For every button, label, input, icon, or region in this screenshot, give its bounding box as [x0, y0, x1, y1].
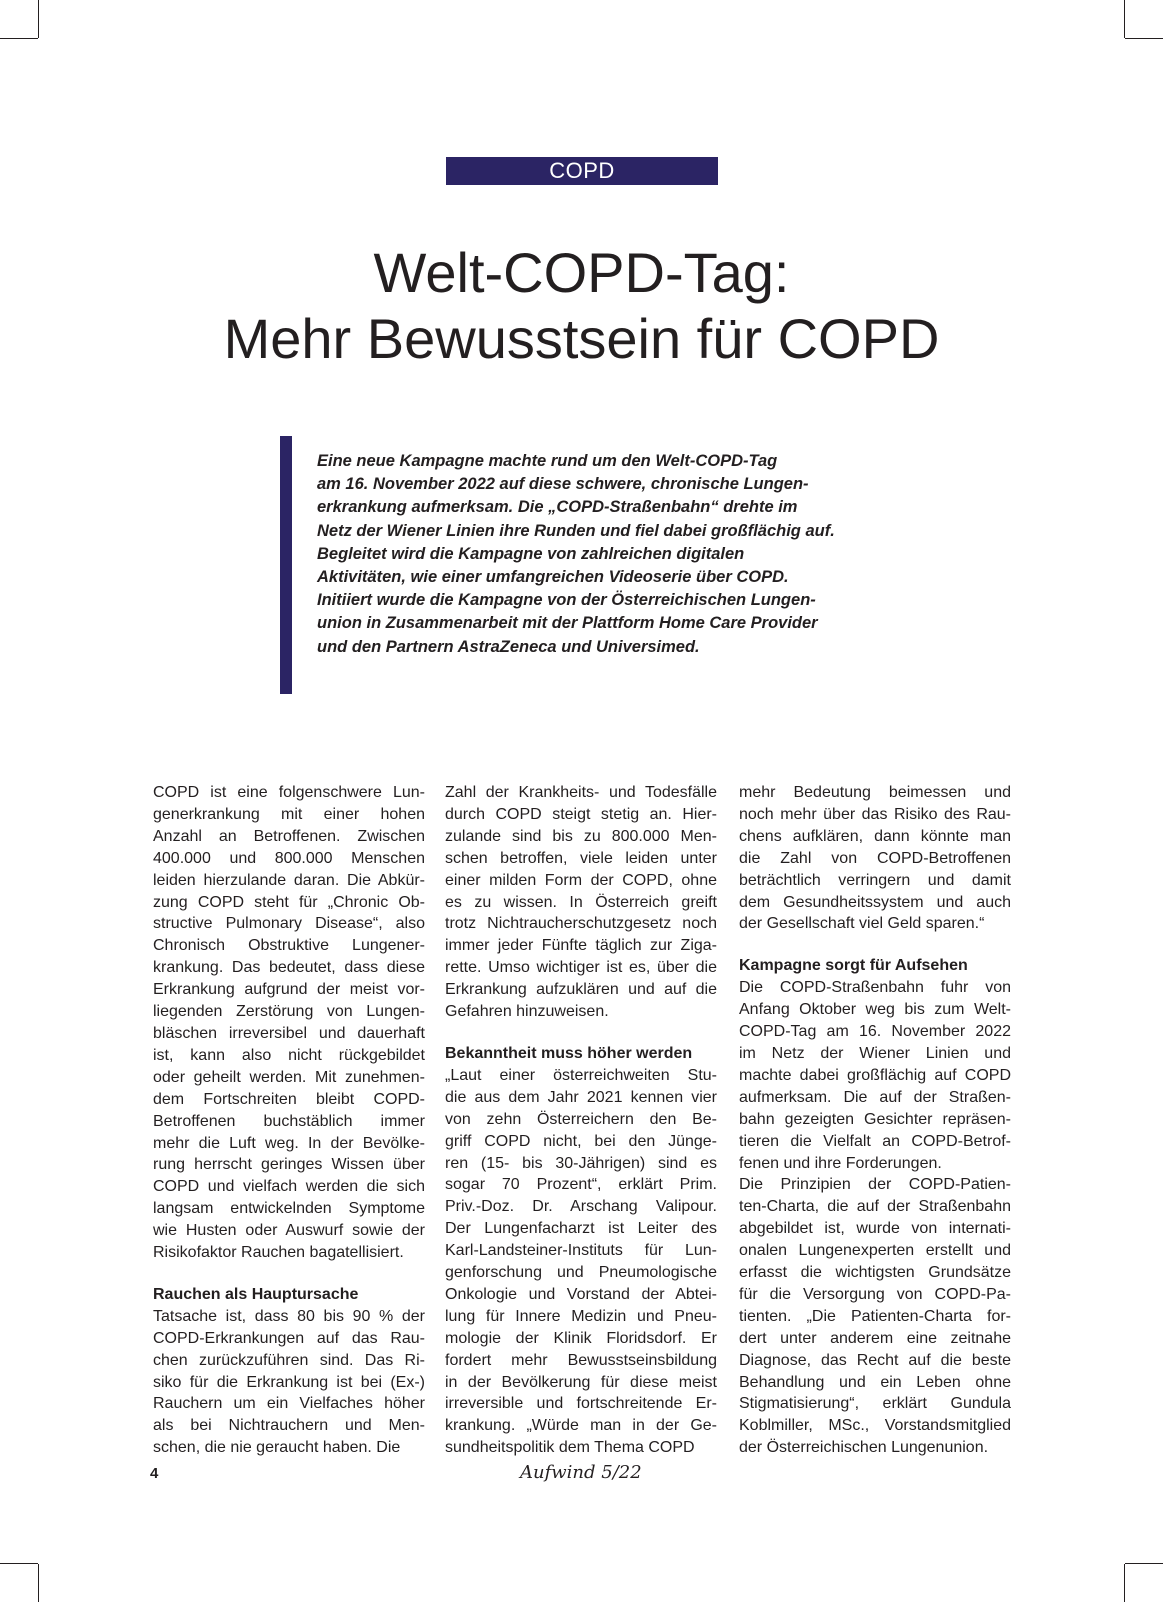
text-line: Gefahren hinzuweisen.	[445, 1003, 609, 1021]
text-line: genforschung und Pneumologische	[445, 1264, 717, 1282]
text-line: sundheitspolitik dem Thema COPD	[445, 1439, 695, 1457]
lead-paragraph	[317, 450, 877, 659]
text-line: Betroffenen buchstäblich immer	[153, 1112, 425, 1130]
text-line: Karl-Landsteiner-Instituts für Lun-	[445, 1242, 717, 1260]
text-line: schen, die nie geraucht haben. Die	[153, 1439, 401, 1457]
subheading: Rauchen als Hauptursache	[153, 1285, 359, 1303]
text-line: als bei Nichtrauchern und Men-	[153, 1417, 425, 1435]
section-tag: COPD	[446, 157, 718, 185]
text-line: ren (15- bis 30-Jährigen) sind es	[445, 1154, 717, 1172]
text-line: schen betroffen, viele leiden unter	[445, 849, 717, 867]
text-line: trotz Nichtraucherschutzgesetz noch	[445, 915, 717, 933]
text-line: mehr Bedeutung beimessen und	[739, 784, 1011, 801]
text-line: einer milden Form der COPD, ohne	[445, 871, 717, 889]
text-line: Zahl der Krankheits- und Todesfälle	[445, 784, 717, 801]
text-line: mehr die Luft weg. In der Bevölke-	[153, 1134, 425, 1152]
text-line: siko für die Erkrankung ist bei (Ex-)	[153, 1373, 425, 1391]
text-line: ist, kann also nicht rückgebildet	[153, 1046, 425, 1064]
text-line: zulande sind bis zu 800.000 Men-	[445, 827, 717, 845]
crop-mark	[1124, 1564, 1125, 1602]
text-line: COPD und vielfach werden die sich	[153, 1178, 425, 1196]
text-line: bahn gezeigten Gesichter repräsen-	[739, 1110, 1011, 1128]
text-line: Koblmiller, MSc., Vorstandsmitglied	[739, 1417, 1011, 1435]
text-line: ten-Charta, die auf der Straßenbahn	[739, 1198, 1011, 1216]
text-line: Die Prinzipien der COPD-Patien-	[739, 1176, 1011, 1194]
text-line: Behandlung und ein Leben ohne	[739, 1373, 1011, 1391]
text-line: Initiiert wurde die Kampagne von der Österreichischen Lungen-	[317, 591, 816, 610]
crop-mark	[0, 38, 38, 39]
text-line: und den Partnern AstraZeneca und Universimed.	[317, 637, 700, 656]
text-line: chen zurückzuführen sind. Das Ri-	[153, 1351, 425, 1369]
text-line: in der Bevölkerung für diese meist	[445, 1373, 717, 1391]
text-line: Rauchern um ein Vielfaches höher	[153, 1395, 425, 1413]
text-line: dem Gesundheitssystem und auch	[739, 893, 1011, 911]
text-line: tieren die Vielfalt an COPD-Betrof-	[739, 1132, 1011, 1150]
text-line: Begleitet wird die Kampagne von zahlreichen digitalen	[317, 544, 745, 563]
crop-mark	[0, 1563, 38, 1564]
page-title	[120, 240, 1043, 372]
text-line: rung herrscht geringes Wissen über	[153, 1156, 425, 1174]
text-column-2	[445, 782, 717, 1459]
text-line: beträchtlich verringern und damit	[739, 871, 1011, 889]
text-line: Stigmatisierung“, erklärt Gundula	[739, 1395, 1011, 1413]
text-line: onalen Lungenexperten erstellt und	[739, 1242, 1011, 1260]
text-line: dert unter anderem eine zeitnahe	[739, 1329, 1011, 1347]
text-line: oder geheilt werden. Mit zunehmen-	[153, 1068, 425, 1086]
text-line: Risikofaktor Rauchen bagatellisiert.	[153, 1244, 404, 1262]
text-line: der Gesellschaft viel Geld sparen.“	[739, 915, 985, 933]
text-line: der Österreichischen Lungenunion.	[739, 1439, 989, 1457]
text-line: am 16. November 2022 auf diese schwere, chronische Lungen-	[317, 475, 809, 494]
text-line: tienten. „Die Patienten-Charta for-	[739, 1307, 1011, 1325]
text-line: krankung. „Würde man in der Ge-	[445, 1417, 717, 1435]
text-line: „Laut einer österreichweiten Stu-	[445, 1066, 717, 1084]
crop-mark	[1125, 38, 1163, 39]
text-line: COPD-Erkrankungen auf das Rau-	[153, 1329, 425, 1347]
text-line: zung COPD steht für „Chronic Ob-	[153, 893, 425, 911]
text-line: Erkrankung aufgrund der meist vor-	[153, 981, 425, 999]
text-line: krankung. Das bedeutet, dass diese	[153, 959, 425, 977]
title-line: Mehr Bewusstsein für COPD	[223, 307, 940, 370]
text-line: Der Lungenfacharzt ist Leiter des	[445, 1220, 717, 1238]
text-line: bläschen irreversibel und dauerhaft	[153, 1024, 425, 1042]
text-line: im Netz der Wiener Linien und	[739, 1044, 1011, 1062]
text-line: Netz der Wiener Linien ihre Runden und fiel dabei großflächig auf.	[317, 521, 835, 540]
lead-accent-bar	[280, 436, 292, 694]
text-line: Die COPD-Straßenbahn fuhr von	[739, 979, 1011, 997]
text-line: Priv.-Doz. Dr. Arschang Valipour.	[445, 1198, 717, 1216]
text-line: union in Zusammenarbeit mit der Plattform Home Care Provider	[317, 614, 818, 633]
subheading: Kampagne sorgt für Aufsehen	[739, 957, 968, 975]
text-line: die Zahl von COPD-Betroffenen	[739, 849, 1011, 867]
text-line: mologie der Klinik Floridsdorf. Er	[445, 1329, 717, 1347]
text-line: fenen und ihre Forderungen.	[739, 1154, 942, 1172]
text-line: noch mehr über das Risiko des Rau-	[739, 805, 1011, 823]
text-line: Aktivitäten, wie einer umfangreichen Videoserie über COPD.	[317, 568, 789, 587]
text-line: fordert mehr Bewusstseinsbildung	[445, 1351, 717, 1369]
text-line: durch COPD steigt stetig an. Hier-	[445, 805, 717, 823]
text-line: leiden hierzulande daran. Die Abkür-	[153, 871, 425, 889]
text-line: machte dabei großflächig auf COPD	[739, 1066, 1011, 1084]
text-line: rette. Umso wichtiger ist es, über die	[445, 959, 717, 977]
text-line: griff COPD nicht, bei den Jünge-	[445, 1132, 717, 1150]
text-line: Anzahl an Betroffenen. Zwischen	[153, 827, 425, 845]
text-line: aufmerksam. Die auf der Straßen-	[739, 1088, 1011, 1106]
text-line: wie Husten oder Auswurf sowie der	[153, 1222, 425, 1240]
text-line: COPD ist eine folgenschwere Lun-	[153, 784, 425, 801]
subheading: Bekanntheit muss höher werden	[445, 1044, 693, 1062]
text-line: COPD-Tag am 16. November 2022	[739, 1023, 1011, 1041]
crop-mark	[1124, 0, 1125, 38]
text-line: Tatsache ist, dass 80 bis 90 % der	[153, 1307, 425, 1325]
text-line: immer jeder Fünfte täglich zur Ziga-	[445, 937, 717, 955]
text-column-3	[739, 782, 1011, 1459]
text-line: Eine neue Kampagne machte rund um den Welt-COPD-Tag	[317, 452, 778, 470]
text-line: structive Pulmonary Disease“, also	[153, 915, 425, 933]
text-line: Onkologie und Vorstand der Abtei-	[445, 1285, 717, 1303]
text-line: Chronisch Obstruktive Lungener-	[153, 937, 425, 955]
text-line: erkrankung aufmerksam. Die „COPD-Straßenbahn“ drehte im	[317, 498, 798, 517]
text-line: Erkrankung aufzuklären und auf die	[445, 981, 717, 999]
text-line: irreversible und fortschreitende Er-	[445, 1395, 717, 1413]
text-line: langsam entwickelnden Symptome	[153, 1200, 425, 1218]
text-line: abgebildet ist, wurde von internati-	[739, 1220, 1011, 1238]
text-column-1	[153, 782, 425, 1459]
publication-folio: Aufwind 5/22	[520, 1462, 642, 1483]
text-line: Diagnose, das Recht auf die beste	[739, 1351, 1011, 1369]
text-line: die aus dem Jahr 2021 kennen vier	[445, 1088, 717, 1106]
text-line: 400.000 und 800.000 Menschen	[153, 849, 425, 867]
text-line: für die Versorgung von COPD-Pa-	[739, 1285, 1011, 1303]
text-line: von zehn Österreichern den Be-	[445, 1110, 717, 1128]
crop-mark	[38, 0, 39, 38]
text-line: dem Fortschreiten bleibt COPD-	[153, 1090, 425, 1108]
title-line: Welt-COPD-Tag:	[373, 241, 790, 304]
crop-mark	[38, 1564, 39, 1602]
page-number: 4	[150, 1465, 159, 1482]
text-line: chens aufklären, dann könnte man	[739, 827, 1011, 845]
text-line: erfasst die wichtigsten Grundsätze	[739, 1264, 1011, 1282]
crop-mark	[1125, 1563, 1163, 1564]
text-line: lung für Innere Medizin und Pneu-	[445, 1307, 717, 1325]
text-line: generkrankung mit einer hohen	[153, 805, 425, 823]
text-line: es zu wissen. In Österreich greift	[445, 893, 717, 911]
text-line: sogar 70 Prozent“, erklärt Prim.	[445, 1176, 717, 1194]
text-line: liegenden Zerstörung von Lungen-	[153, 1003, 425, 1021]
text-line: Anfang Oktober weg bis zum Welt-	[739, 1001, 1011, 1019]
